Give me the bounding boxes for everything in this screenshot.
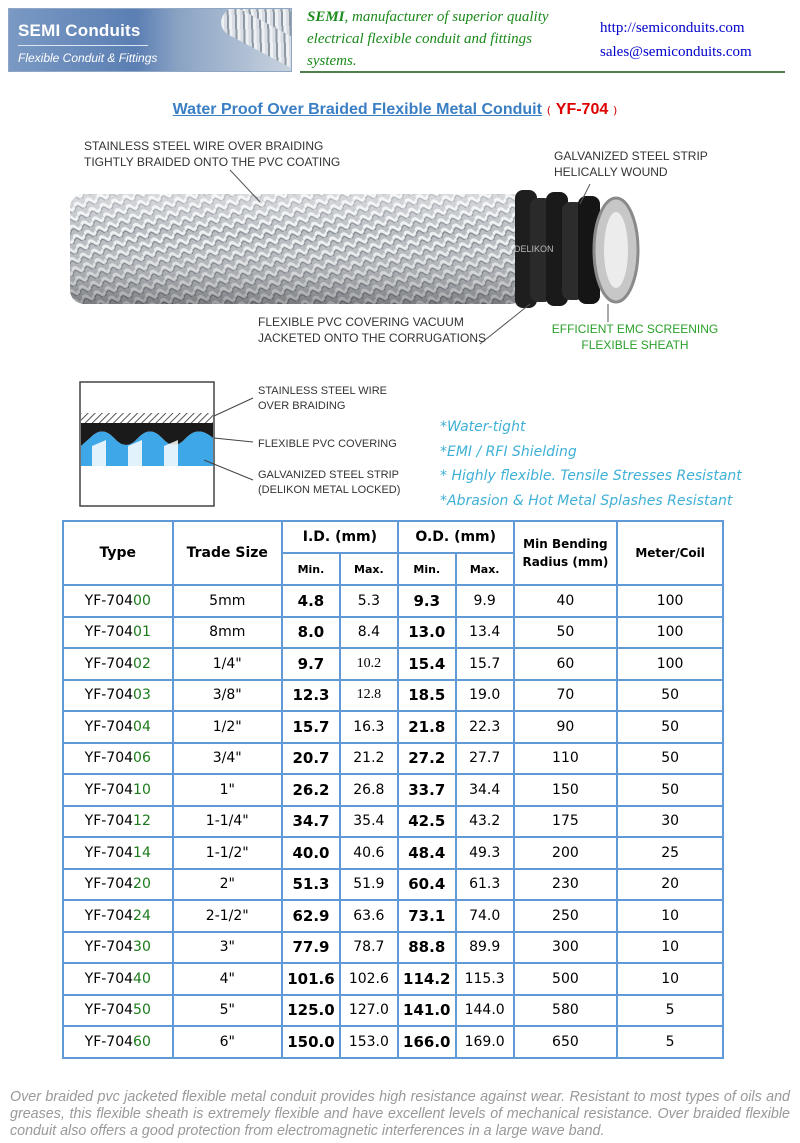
cell-trade-size: 1/2" xyxy=(173,711,283,743)
cell-trade-size: 2" xyxy=(173,869,283,901)
cell-bending-radius: 250 xyxy=(514,900,618,932)
table-row xyxy=(63,806,723,838)
logo-divider xyxy=(18,45,148,46)
type-suffix: 50 xyxy=(133,1002,151,1019)
title-paren-open: ( xyxy=(546,104,551,117)
cell-trade-size: 1" xyxy=(173,774,283,806)
cell-type xyxy=(63,900,173,932)
table-row xyxy=(63,1026,723,1058)
cell-trade-size: 8mm xyxy=(173,617,283,649)
cell-od-max: 74.0 xyxy=(456,900,514,932)
cell-type xyxy=(63,617,173,649)
cell-type xyxy=(63,932,173,964)
callout-emc-line2: FLEXIBLE SHEATH xyxy=(581,338,689,352)
table-row xyxy=(63,900,723,932)
table-row xyxy=(63,743,723,775)
table-row xyxy=(63,932,723,964)
section-callout-wire xyxy=(258,384,387,414)
cell-trade-size: 3/8" xyxy=(173,680,283,712)
cell-bending-radius: 50 xyxy=(514,617,618,649)
cell-bending-radius: 580 xyxy=(514,995,618,1027)
cell-bending-radius: 90 xyxy=(514,711,618,743)
section-callout-strip-line2: (DELIKON METAL LOCKED) xyxy=(258,484,401,496)
cell-id-max: 26.8 xyxy=(340,774,398,806)
logo-brand-name: SEMI Conduits xyxy=(18,21,141,40)
cell-meter-coil: 10 xyxy=(617,900,723,932)
cell-od-max: 43.2 xyxy=(456,806,514,838)
cell-trade-size: 1-1/2" xyxy=(173,837,283,869)
table-row xyxy=(63,617,723,649)
type-suffix: 06 xyxy=(133,750,151,767)
type-prefix: YF-704 xyxy=(84,1033,134,1050)
cell-od-max: 22.3 xyxy=(456,711,514,743)
callout-pvc xyxy=(258,314,486,346)
cell-id-min: 125.0 xyxy=(282,995,340,1027)
callout-emc-line1: EFFICIENT EMC SCREENING xyxy=(551,322,719,336)
cell-trade-size: 2-1/2" xyxy=(173,900,283,932)
type-suffix: 60 xyxy=(133,1033,151,1050)
cell-id-min: 34.7 xyxy=(282,806,340,838)
company-logo xyxy=(8,8,292,72)
callout-braiding-line1: STAINLESS STEEL WIRE OVER BRAIDING xyxy=(84,139,324,153)
callout-emc xyxy=(540,321,730,353)
callout-pvc-line1: FLEXIBLE PVC COVERING VACUUM xyxy=(258,315,464,329)
cell-type xyxy=(63,711,173,743)
cell-od-max: 15.7 xyxy=(456,648,514,680)
cell-meter-coil: 100 xyxy=(617,585,723,617)
feature-item: *Abrasion & Hot Metal Splashes Resistant xyxy=(440,492,733,509)
type-prefix: YF-704 xyxy=(84,781,134,798)
spec-table xyxy=(62,520,724,1059)
cell-trade-size: 5" xyxy=(173,995,283,1027)
company-tagline xyxy=(307,6,567,72)
cell-id-min: 51.3 xyxy=(282,869,340,901)
cell-meter-coil: 50 xyxy=(617,743,723,775)
feature-item: * Highly flexible. Tensile Stresses Resistant xyxy=(440,468,742,484)
type-prefix: YF-704 xyxy=(84,624,134,641)
cell-od-max: 34.4 xyxy=(456,774,514,806)
cell-trade-size: 1/4" xyxy=(173,648,283,680)
cell-type xyxy=(63,963,173,995)
header-id: I.D. (mm) xyxy=(282,521,398,553)
table-row xyxy=(63,774,723,806)
cell-type xyxy=(63,869,173,901)
type-prefix: YF-704 xyxy=(84,970,134,987)
cell-od-max: 27.7 xyxy=(456,743,514,775)
website-link[interactable]: http://semiconduits.com xyxy=(600,20,745,36)
table-row xyxy=(63,963,723,995)
cell-meter-coil: 50 xyxy=(617,680,723,712)
cell-od-max: 61.3 xyxy=(456,869,514,901)
cell-id-min: 20.7 xyxy=(282,743,340,775)
header-od: O.D. (mm) xyxy=(398,521,514,553)
cell-trade-size: 6" xyxy=(173,1026,283,1058)
type-suffix: 12 xyxy=(133,813,151,830)
type-prefix: YF-704 xyxy=(84,1002,134,1019)
cell-od-max: 19.0 xyxy=(456,680,514,712)
type-suffix: 10 xyxy=(133,781,151,798)
cell-id-min: 9.7 xyxy=(282,648,340,680)
header-meter-coil: Meter/Coil xyxy=(617,521,723,585)
cell-od-min: 27.2 xyxy=(398,743,456,775)
section-callout-strip xyxy=(258,468,400,498)
header-id-max: Max. xyxy=(340,553,398,585)
cell-meter-coil: 30 xyxy=(617,806,723,838)
cell-meter-coil: 10 xyxy=(617,932,723,964)
cell-meter-coil: 50 xyxy=(617,774,723,806)
type-suffix: 24 xyxy=(133,907,151,924)
cell-meter-coil: 10 xyxy=(617,963,723,995)
cell-od-min: 21.8 xyxy=(398,711,456,743)
header-od-max: Max. xyxy=(456,553,514,585)
cell-od-max: 115.3 xyxy=(456,963,514,995)
header-od-min: Min. xyxy=(398,553,456,585)
callout-strip xyxy=(554,148,708,180)
type-prefix: YF-704 xyxy=(84,655,134,672)
table-row xyxy=(63,869,723,901)
cell-id-max: 8.4 xyxy=(340,617,398,649)
cell-id-max: 16.3 xyxy=(340,711,398,743)
cell-meter-coil: 5 xyxy=(617,1026,723,1058)
type-prefix: YF-704 xyxy=(84,718,134,735)
cell-od-max: 49.3 xyxy=(456,837,514,869)
callout-strip-line2: HELICALLY WOUND xyxy=(554,165,668,179)
table-row xyxy=(63,837,723,869)
type-suffix: 04 xyxy=(133,718,151,735)
cell-od-min: 42.5 xyxy=(398,806,456,838)
type-suffix: 20 xyxy=(133,876,151,893)
cell-od-min: 114.2 xyxy=(398,963,456,995)
cell-od-max: 89.9 xyxy=(456,932,514,964)
type-suffix: 40 xyxy=(133,970,151,987)
section-callout-pvc-line1: FLEXIBLE PVC COVERING xyxy=(258,438,397,450)
page-title xyxy=(0,100,790,119)
cell-id-max: 127.0 xyxy=(340,995,398,1027)
footer-description: Over braided pvc jacketed flexible metal conduit provides high resistance against wear. Resistant to most types of oils and greases, this flexible sheath is extremely flexible and have excellent levels of mechanical resistance. Over braided flexible conduit also offers a good protection from electromagnetic interferences in a large wave band. xyxy=(10,1089,790,1139)
cell-trade-size: 3/4" xyxy=(173,743,283,775)
type-suffix: 01 xyxy=(133,624,151,641)
type-prefix: YF-704 xyxy=(84,939,134,956)
cell-od-min: 9.3 xyxy=(398,585,456,617)
feature-item: *EMI / RFI Shielding xyxy=(440,443,577,460)
cell-type xyxy=(63,1026,173,1058)
contact-block xyxy=(600,16,752,64)
cell-bending-radius: 175 xyxy=(514,806,618,838)
type-prefix: YF-704 xyxy=(84,844,134,861)
cell-trade-size: 3" xyxy=(173,932,283,964)
table-row xyxy=(63,648,723,680)
cell-type xyxy=(63,680,173,712)
cell-od-min: 141.0 xyxy=(398,995,456,1027)
cell-bending-radius: 650 xyxy=(514,1026,618,1058)
cell-id-max: 63.6 xyxy=(340,900,398,932)
cell-meter-coil: 25 xyxy=(617,837,723,869)
cell-od-max: 144.0 xyxy=(456,995,514,1027)
cell-id-min: 4.8 xyxy=(282,585,340,617)
section-callout-wire-line1: STAINLESS STEEL WIRE xyxy=(258,385,387,397)
braid-layer xyxy=(81,413,213,423)
cell-type xyxy=(63,648,173,680)
cell-id-max: 21.2 xyxy=(340,743,398,775)
cell-id-max: 5.3 xyxy=(340,585,398,617)
type-prefix: YF-704 xyxy=(84,750,134,767)
email-link[interactable]: sales@semiconduits.com xyxy=(600,44,752,60)
table-row xyxy=(63,680,723,712)
cell-od-min: 18.5 xyxy=(398,680,456,712)
header-type: Type xyxy=(63,521,173,585)
cell-id-min: 15.7 xyxy=(282,711,340,743)
callout-strip-line1: GALVANIZED STEEL STRIP xyxy=(554,149,708,163)
type-suffix: 02 xyxy=(133,655,151,672)
cell-id-max: 78.7 xyxy=(340,932,398,964)
callout-braiding xyxy=(84,138,340,170)
cell-id-max: 102.6 xyxy=(340,963,398,995)
spec-table-body xyxy=(63,585,723,1058)
cell-type xyxy=(63,743,173,775)
cell-od-min: 33.7 xyxy=(398,774,456,806)
feature-list xyxy=(440,415,742,513)
header-id-min: Min. xyxy=(282,553,340,585)
header-bending-line2: Radius (mm) xyxy=(522,555,609,569)
feature-item: *Water-tight xyxy=(440,419,526,435)
cell-bending-radius: 40 xyxy=(514,585,618,617)
title-paren-close: ) xyxy=(613,104,618,117)
section-callout-wire-line2: OVER BRAIDING xyxy=(258,400,346,412)
cell-od-max: 9.9 xyxy=(456,585,514,617)
cell-id-min: 101.6 xyxy=(282,963,340,995)
cell-bending-radius: 110 xyxy=(514,743,618,775)
cell-od-min: 73.1 xyxy=(398,900,456,932)
cell-id-min: 26.2 xyxy=(282,774,340,806)
cell-meter-coil: 5 xyxy=(617,995,723,1027)
cell-id-min: 77.9 xyxy=(282,932,340,964)
table-row xyxy=(63,585,723,617)
cell-meter-coil: 50 xyxy=(617,711,723,743)
cell-trade-size: 1-1/4" xyxy=(173,806,283,838)
cell-meter-coil: 20 xyxy=(617,869,723,901)
cell-od-min: 48.4 xyxy=(398,837,456,869)
delikon-mark: DELIKON xyxy=(514,244,554,254)
cell-id-min: 40.0 xyxy=(282,837,340,869)
cell-od-max: 13.4 xyxy=(456,617,514,649)
cell-type xyxy=(63,585,173,617)
cell-bending-radius: 200 xyxy=(514,837,618,869)
header-trade-size: Trade Size xyxy=(173,521,283,585)
cell-meter-coil: 100 xyxy=(617,648,723,680)
cell-bending-radius: 500 xyxy=(514,963,618,995)
cell-bending-radius: 230 xyxy=(514,869,618,901)
cell-id-min: 150.0 xyxy=(282,1026,340,1058)
type-prefix: YF-704 xyxy=(84,592,134,609)
type-suffix: 30 xyxy=(133,939,151,956)
cell-bending-radius: 60 xyxy=(514,648,618,680)
cell-id-max: 35.4 xyxy=(340,806,398,838)
cell-od-min: 166.0 xyxy=(398,1026,456,1058)
cell-od-min: 13.0 xyxy=(398,617,456,649)
cell-id-min: 62.9 xyxy=(282,900,340,932)
cell-bending-radius: 150 xyxy=(514,774,618,806)
section-callout-pvc xyxy=(258,436,397,452)
table-row xyxy=(63,711,723,743)
type-prefix: YF-704 xyxy=(84,876,134,893)
section-callout-strip-line1: GALVANIZED STEEL STRIP xyxy=(258,469,399,481)
callout-braiding-line2: TIGHTLY BRAIDED ONTO THE PVC COATING xyxy=(84,155,341,169)
cell-type xyxy=(63,837,173,869)
cell-type xyxy=(63,774,173,806)
cell-trade-size: 4" xyxy=(173,963,283,995)
cell-id-max: 153.0 xyxy=(340,1026,398,1058)
cell-bending-radius: 300 xyxy=(514,932,618,964)
product-name: Water Proof Over Braided Flexible Metal Conduit xyxy=(172,101,542,118)
product-code: YF-704 xyxy=(555,101,609,118)
type-suffix: 03 xyxy=(133,687,151,704)
cell-id-max: 12.8 xyxy=(340,680,398,712)
cell-id-min: 12.3 xyxy=(282,680,340,712)
cell-id-min: 8.0 xyxy=(282,617,340,649)
cell-od-min: 60.4 xyxy=(398,869,456,901)
type-prefix: YF-704 xyxy=(84,687,134,704)
logo-tagline: Flexible Conduit & Fittings xyxy=(18,51,158,65)
cell-type xyxy=(63,806,173,838)
type-prefix: YF-704 xyxy=(84,907,134,924)
cell-od-max: 169.0 xyxy=(456,1026,514,1058)
header-bending-line1: Min Bending xyxy=(523,537,608,551)
type-suffix: 14 xyxy=(133,844,151,861)
tagline-text: , manufacturer of superior quality electrical flexible conduit and fittings systems. xyxy=(307,9,549,69)
cell-od-min: 15.4 xyxy=(398,648,456,680)
cell-meter-coil: 100 xyxy=(617,617,723,649)
tagline-brand: SEMI xyxy=(307,9,345,25)
type-prefix: YF-704 xyxy=(84,813,134,830)
cell-od-min: 88.8 xyxy=(398,932,456,964)
cell-id-max: 51.9 xyxy=(340,869,398,901)
type-suffix: 00 xyxy=(133,592,151,609)
cell-trade-size: 5mm xyxy=(173,585,283,617)
cell-type xyxy=(63,995,173,1027)
product-illustration xyxy=(60,132,740,362)
cell-id-max: 40.6 xyxy=(340,837,398,869)
table-row xyxy=(63,995,723,1027)
header-divider xyxy=(300,71,785,73)
callout-pvc-line2: JACKETED ONTO THE CORRUGATIONS xyxy=(258,331,487,345)
cell-id-max: 10.2 xyxy=(340,648,398,680)
cell-bending-radius: 70 xyxy=(514,680,618,712)
header-bending-radius xyxy=(514,521,618,585)
